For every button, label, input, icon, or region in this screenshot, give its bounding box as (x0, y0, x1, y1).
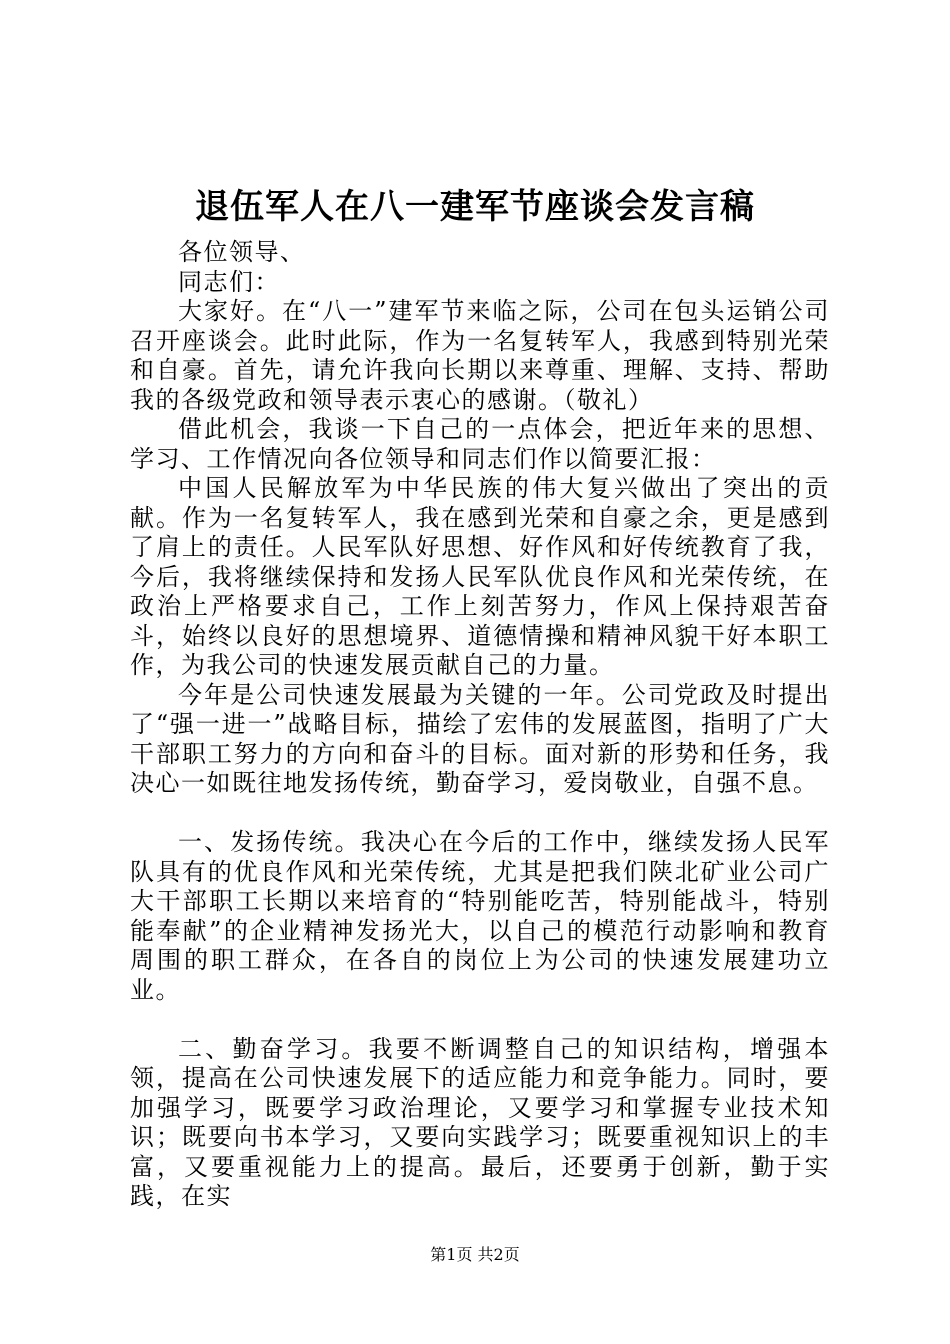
salutation-line: 同志们： (178, 267, 280, 296)
page-number: 第1页 共2页 (430, 1245, 520, 1264)
document-body (130, 238, 830, 1212)
paragraph: 大家好。在“八一”建军节来临之际，公司在包头运销公司召开座谈会。此时此际，作为一名复转军人，我感到特别光荣和自豪。首先，请允许我向长期以来尊重、理解、支持、帮助我的各级党政和领导表示衷心的感谢。（敬礼） (130, 297, 830, 414)
paragraph: 今年是公司快速发展最为关键的一年。公司党政及时提出了“强一进一”战略目标，描绘了宏伟的发展蓝图，指明了广大干部职工努力的方向和奋斗的目标。面对新的形势和任务，我决心一如既往地发扬传统，勤奋学习，爱岗敬业，自强不息。 (130, 680, 830, 797)
paragraph: 一、发扬传统。我决心在今后的工作中，继续发扬人民军队具有的优良作风和光荣传统，尤其是把我们陕北矿业公司广大干部职工长期以来培育的“特别能吃苦，特别能战斗，特别能奉献”的企业精神发扬光大，以自己的模范行动影响和教育周围的职工群众，在各自的岗位上为公司的快速发展建功立业。 (130, 828, 830, 1004)
paragraph: 中国人民解放军为中华民族的伟大复兴做出了突出的贡献。作为一名复转军人，我在感到光荣和自豪之余，更是感到了肩上的责任。人民军队好思想、好作风和好传统教育了我，今后，我将继续保持和发扬人民军队优良作风和光荣传统，在政治上严格要求自己，工作上刻苦努力，作风上保持艰苦奋斗，始终以良好的思想境界、道德情操和精神风貌干好本职工作，为我公司的快速发展贡献自己的力量。 (130, 474, 830, 679)
paragraph: 借此机会，我谈一下自己的一点体会，把近年来的思想、学习、工作情况向各位领导和同志们作以简要汇报： (130, 415, 830, 473)
salutation-line: 各位领导、 (178, 238, 306, 266)
document-title: 退伍军人在八一建军节座谈会发言稿 (195, 187, 755, 227)
paragraph: 二、勤奋学习。我要不断调整自己的知识结构，增强本领，提高在公司快速发展下的适应能力和竞争能力。同时，要加强学习，既要学习政治理论，又要学习和掌握专业技术知识；既要向书本学习，又要向实践学习；既要重视知识上的丰富，又要重视能力上的提高。最后，还要勇于创新，勤于实践，在实 (130, 1034, 830, 1210)
